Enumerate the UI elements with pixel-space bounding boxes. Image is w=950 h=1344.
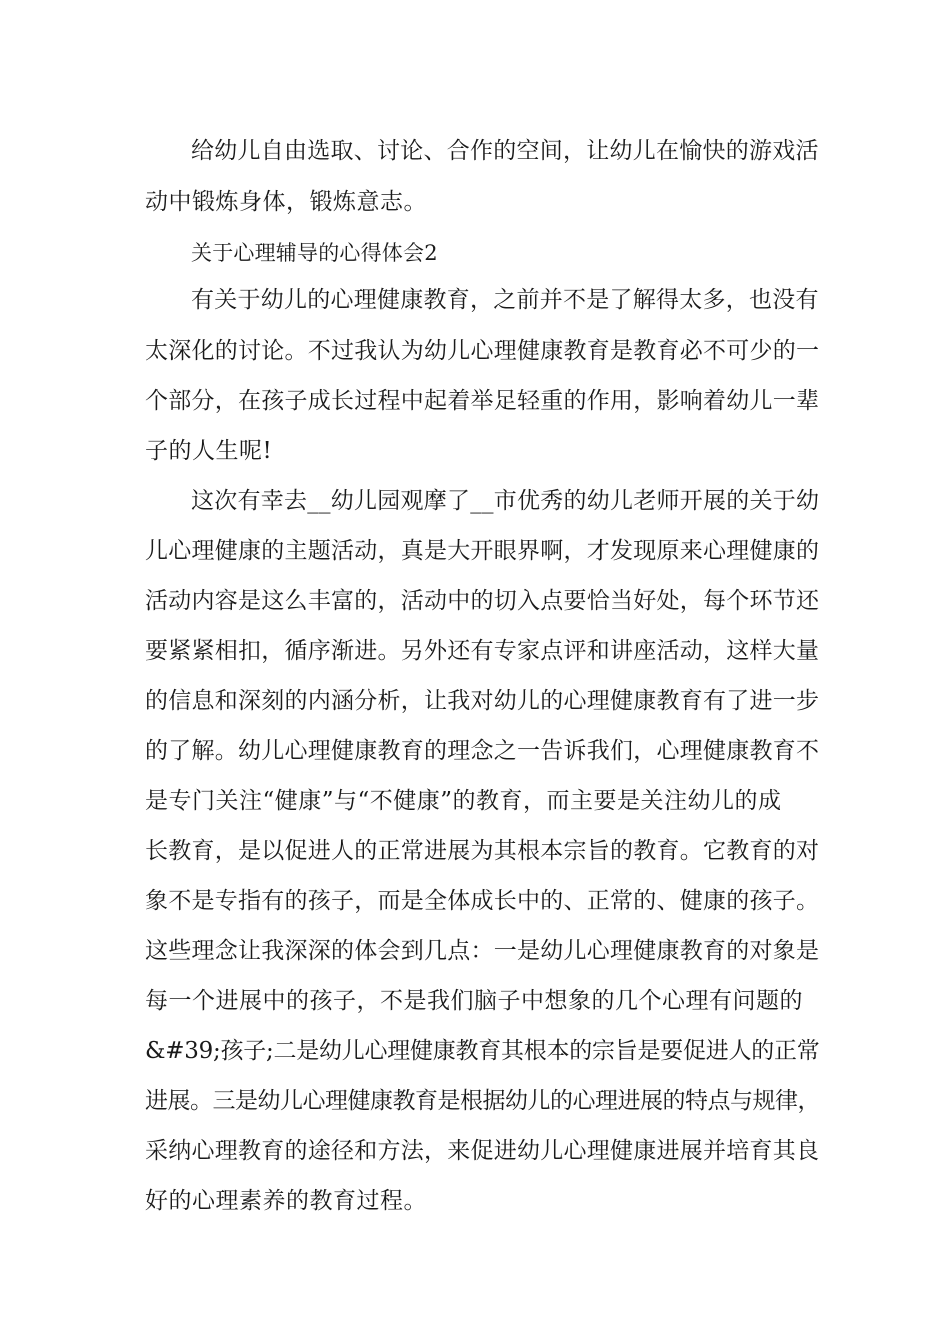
paragraph-3-line-3: 活动内容是这么丰富的，活动中的切入点要恰当好处，每个环节还: [145, 588, 820, 614]
paragraph-3-line-10: 这些理念让我深深的体会到几点：一是幼儿心理健康教育的对象是: [145, 938, 820, 964]
paragraph-2-line-3: 个部分，在孩子成长过程中起着举足轻重的作用，影响着幼儿一辈: [145, 388, 820, 414]
paragraph-3-line-13: 进展。三是幼儿心理健康教育是根据幼儿的心理进展的特点与规律，: [145, 1088, 820, 1114]
paragraph-3-line-9: 象不是专指有的孩子，而是全体成长中的、正常的、健康的孩子。: [145, 888, 820, 914]
paragraph-3-line-11: 每一个进展中的孩子，不是我们脑子中想象的几个心理有问题的: [145, 988, 803, 1014]
paragraph-3-line-12: &#39;孩子;二是幼儿心理健康教育其根本的宗旨是要促进人的正常: [145, 1038, 820, 1064]
paragraph-3-line-15: 好的心理素养的教育过程。: [145, 1188, 427, 1214]
paragraph-3-line-4: 要紧紧相扣，循序渐进。另外还有专家点评和讲座活动，这样大量: [145, 638, 820, 664]
paragraph-3-line-14: 采纳心理教育的途径和方法，来促进幼儿心理健康进展并培育其良: [145, 1138, 820, 1164]
paragraph-2-line-4: 子的人生呢!: [145, 438, 273, 464]
paragraph-2-line-2: 太深化的讨论。不过我认为幼儿心理健康教育是教育必不可少的一: [145, 338, 820, 364]
paragraph-3-line-5: 的信息和深刻的内涵分析，让我对幼儿的心理健康教育有了进一步: [145, 688, 820, 714]
paragraph-3-line-1: 这次有幸去__幼儿园观摩了__市优秀的幼儿老师开展的关于幼: [191, 488, 820, 514]
section-heading: 关于心理辅导的心得体会2: [191, 241, 438, 265]
paragraph-3-line-7: 是专门关注“健康”与“不健康”的教育，而主要是关注幼儿的成: [145, 788, 782, 814]
paragraph-1-line-1: 给幼儿自由选取、讨论、合作的空间，让幼儿在愉快的游戏活: [191, 138, 819, 164]
paragraph-3-line-8: 长教育，是以促进人的正常进展为其根本宗旨的教育。它教育的对: [145, 838, 820, 864]
paragraph-2-line-1: 有关于幼儿的心理健康教育，之前并不是了解得太多，也没有: [191, 287, 819, 313]
paragraph-3-line-6: 的了解。幼儿心理健康教育的理念之一告诉我们，心理健康教育不: [145, 738, 820, 764]
paragraph-1-line-2: 动中锻炼身体，锻炼意志。: [145, 189, 427, 215]
paragraph-3-line-2: 儿心理健康的主题活动，真是大开眼界啊，才发现原来心理健康的: [145, 538, 820, 564]
